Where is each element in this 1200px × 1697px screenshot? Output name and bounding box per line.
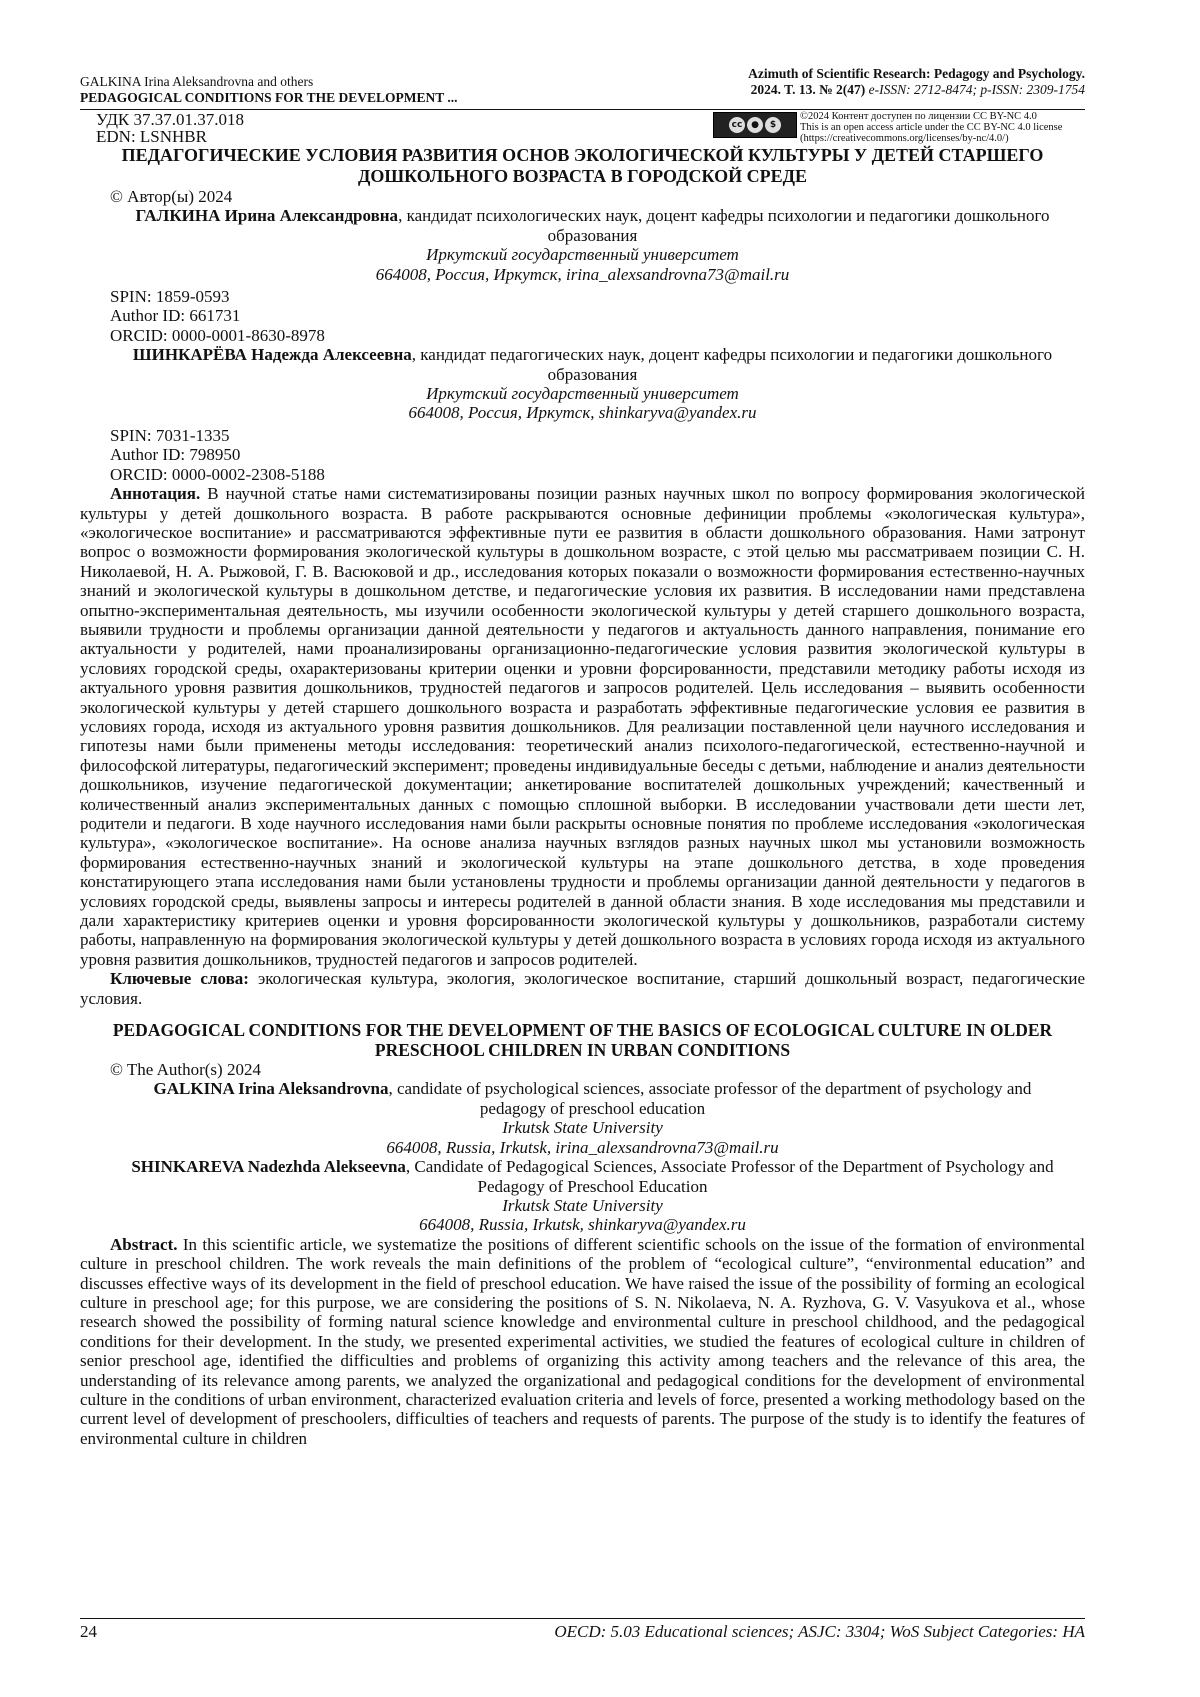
author-address: 664008, Россия, Иркутск, irina_alexsandrovna73@mail.ru (375, 264, 790, 284)
author-position: , кандидат педагогических наук, доцент кафедры психологии и педагогики дошкольного образования (411, 345, 1053, 384)
meta-row (80, 111, 1085, 145)
journal-name: Azimuth of Scientific Research: Pedagogy and Psychology. (748, 66, 1085, 81)
license-line: This is an open access article under the CC BY-NC 4.0 license (800, 122, 1063, 133)
author-block (80, 345, 1085, 384)
author-address: 664008, Россия, Иркутск, shinkaryva@yandex.ru (408, 403, 757, 423)
abstract-ru (80, 484, 1085, 969)
author-position: , Candidate of Pedagogical Sciences, Associate Professor of the Department of Psychology and Pedagogy of Preschool Education (405, 1157, 1054, 1196)
title-ru: ПЕДАГОГИЧЕСКИЕ УСЛОВИЯ РАЗВИТИЯ ОСНОВ ЭКОЛОГИЧЕСКОЙ КУЛЬТУРЫ У ДЕТЕЙ СТАРШЕГО ДОШКОЛЬНОГО ВОЗРАСТА В ГОРОДСКОЙ СРЕДЕ (121, 145, 1044, 186)
author-address: 664008, Russia, Irkutsk, irina_alexsandrovna73@mail.ru (386, 1137, 779, 1157)
copyright-ru: © Автор(ы) 2024 (110, 187, 233, 206)
cc-icon: cc (729, 117, 745, 133)
author-position: , candidate of psychological sciences, associate professor of the department of psychology and pedagogy of preschool education (388, 1079, 1032, 1118)
abstract-text: In this scientific article, we systematize the positions of different scientific schools on the issue of the formation of environmental culture in preschool children. The work reveals the main definitions of the problem of “ecological culture”, “environmental education” and discusses effective ways of its development in the field of preschool education. We have raised the issue of the possibility of forming an ecological culture in preschool age; for this purpose, we are considering the positions of S. N. Nikolaeva, N. A. Ryzhova, G. V. Vasyukova et al., whose research showed the possibility of forming natural science knowledge and environmental culture in preschool childhood, and the pedagogical conditions for their development. In the study, we presented experimental activities, we studied the features of ecological culture in children of senior preschool age, identified the difficulties and problems of organizing this activity among teachers and the relevance of this area, the understanding of its relevance among parents, we analyzed the organizational and pedagogical conditions for the development of environmental culture in the conditions of urban environment, characterized evaluation criteria and levels of force, presented a working methodology based on the current level of development of preschoolers, difficulties of teachers and requests of parents. The purpose of the study is to identify the features of environmental culture in children (80, 1234, 1085, 1448)
keywords-text: экологическая культура, экология, экологическое воспитание, старший дошкольный возраст, педагогические условия. (80, 969, 1086, 1008)
abstract-text: В научной статье нами систематизированы позиции разных научных школ по вопросу формирования экологической культуры у детей дошкольного возраста. В работе раскрываются основные дефиниции проблемы «экологическая культура», «экологическое воспитание» и рассматриваются эффективные пути ее развития в области дошкольного образования. Нами затронут вопрос о возможности формирования экологической культуры в дошкольном возрасте, с этой целью мы рассматриваем позиции С. Н. Николаевой, Н. А. Рыжовой, Г. В. Васюковой и др., исследования которых показали о возможности формирования естественно-научных знаний и экологической культуры в дошкольном детстве, и педагогические условия их развития. В исследовании нами представлена опытно-экспериментальная деятельность, мы изучили особенности экологической культуры у детей старшего дошкольного возраста, выявили трудности и проблемы организации данной деятельности у педагогов и актуальность данного направления, понимание его актуальности у родителей, нами проанализированы организационно-педагогические условия развития экологической культуры в условиях городской среды, охарактеризованы критерии оценки и уровни форсированности, представили методику работы исходя из актуального уровня развития дошкольников, трудностей педагогов и запросов родителей. Цель исследования – выявить особенности экологической культуры у детей старшего дошкольного возраста и разработать эффективные педагогические условия ее развития в условиях города, исходя из актуального уровня развития дошкольников. Для реализации поставленной цели научного исследования и гипотезы нами были применены методы исследования: теоретический анализ психолого-педагогической, естественно-научной и философской литературы, педагогический эксперимент; проведены индивидуальные беседы с детьми, наблюдение и анализ деятельности дошкольников, изучение педагогической документации; анкетирование воспитателей дошкольных учреждений; качественный и количественный анализ экспериментальных данных с помощью сплошной выборки. В исследовании участвовали дети шести лет, родители и педагоги. В ходе научного исследования нами были раскрыты основные понятия по проблеме исследования «экологическая культура», «экологическое воспитание». На основе анализа научных взглядов разных научных школ мы установили возможность формирования естественно-научных знаний и экологической культуры на этапе дошкольного детства, в ходе проведения констатирующего этапа исследования нами были установлены трудности и проблемы организации данной деятельности у педагогов в условиях городской среды, выявлены запросы и интересы родителей в данной области знания. В ходе исследования мы представили и дали характеристику критериев оценки и уровня форсированности экологической культуры у дошкольников, разработали систему работы, направленную на формирования экологической культуры у детей дошкольного возраста в условиях города исходя из актуального уровня развития дошкольников, трудностей педагогов и запросов родителей. (80, 484, 1085, 969)
keywords-ru (80, 969, 1085, 1008)
running-header (80, 66, 1085, 106)
author-position: , кандидат психологических наук, доцент кафедры психологии и педагогики дошкольного образования (398, 206, 1050, 245)
classification-codes (80, 111, 244, 145)
license-block (713, 111, 1085, 145)
author-university: Irkutsk State University (502, 1195, 663, 1215)
edn-code: EDN: LSNHBR (96, 127, 207, 146)
abstract-label: Abstract. (110, 1234, 178, 1254)
author-university: Иркутский государственный университет (426, 245, 739, 265)
journal-issn: e-ISSN: 2712-8474; p-ISSN: 2309-1754 (868, 82, 1085, 97)
author-block (80, 1079, 1085, 1118)
author-address: 664008, Russia, Irkutsk, shinkaryva@yandex.ru (419, 1215, 746, 1235)
license-link[interactable]: (https://creativecommons.org/licenses/by-nc/4.0/) (800, 133, 1009, 144)
page-footer (80, 1618, 1085, 1642)
author-id: Author ID: 661731 (110, 306, 241, 326)
author-id: Author ID: 798950 (110, 445, 241, 465)
abstract-en (80, 1235, 1085, 1448)
license-line: ©2024 Контент доступен по лицензии CC BY-NC 4.0 (800, 111, 1037, 122)
subject-classification: OECD: 5.03 Educational sciences; ASJC: 3304; WoS Subject Categories: HA (554, 1622, 1085, 1641)
udk-code: УДК 37.37.01.37.018 (96, 110, 245, 129)
author-identifiers (80, 426, 1085, 484)
spin-id: SPIN: 1859-0593 (110, 287, 230, 307)
title-en: PEDAGOGICAL CONDITIONS FOR THE DEVELOPMENT OF THE BASICS OF ECOLOGICAL CULTURE IN OLDER PRESCHOOL CHILDREN IN URBAN CONDITIONS (112, 1020, 1053, 1061)
by-icon: ● (747, 117, 763, 133)
header-authors: GALKINA Irina Aleksandrovna and others (80, 74, 314, 89)
header-journal (748, 66, 1085, 98)
header-short-title: PEDAGOGICAL CONDITIONS FOR THE DEVELOPMENT ... (80, 90, 458, 105)
author-block (80, 1157, 1085, 1196)
author-identifiers (80, 287, 1085, 345)
orcid-id: ORCID: 0000-0001-8630-8978 (110, 325, 325, 345)
spin-id: SPIN: 7031-1335 (110, 425, 230, 445)
abstract-label: Аннотация. (110, 484, 201, 504)
orcid-id: ORCID: 0000-0002-2308-5188 (110, 464, 325, 484)
author-name: SHINKAREVA Nadezhda Alekseevna (131, 1157, 406, 1177)
author-university: Иркутский государственный университет (426, 384, 739, 404)
license-text (800, 111, 1062, 144)
journal-issue: 2024. T. 13. № 2(47) (750, 82, 866, 97)
author-name: ШИНКАРЁВА Надежда Алексеевна (132, 345, 412, 365)
header-left (80, 74, 458, 106)
copyright-en: © The Author(s) 2024 (110, 1060, 261, 1080)
author-name: ГАЛКИНА Ирина Александровна (135, 206, 399, 226)
author-university: Irkutsk State University (502, 1118, 663, 1138)
keywords-label: Ключевые слова: (110, 969, 249, 989)
nc-icon: $ (765, 117, 781, 133)
article-page (80, 66, 1085, 1448)
cc-license-badge[interactable] (713, 112, 797, 138)
page-number: 24 (80, 1622, 97, 1641)
author-name: GALKINA Irina Aleksandrovna (153, 1079, 389, 1099)
author-block (80, 206, 1085, 245)
